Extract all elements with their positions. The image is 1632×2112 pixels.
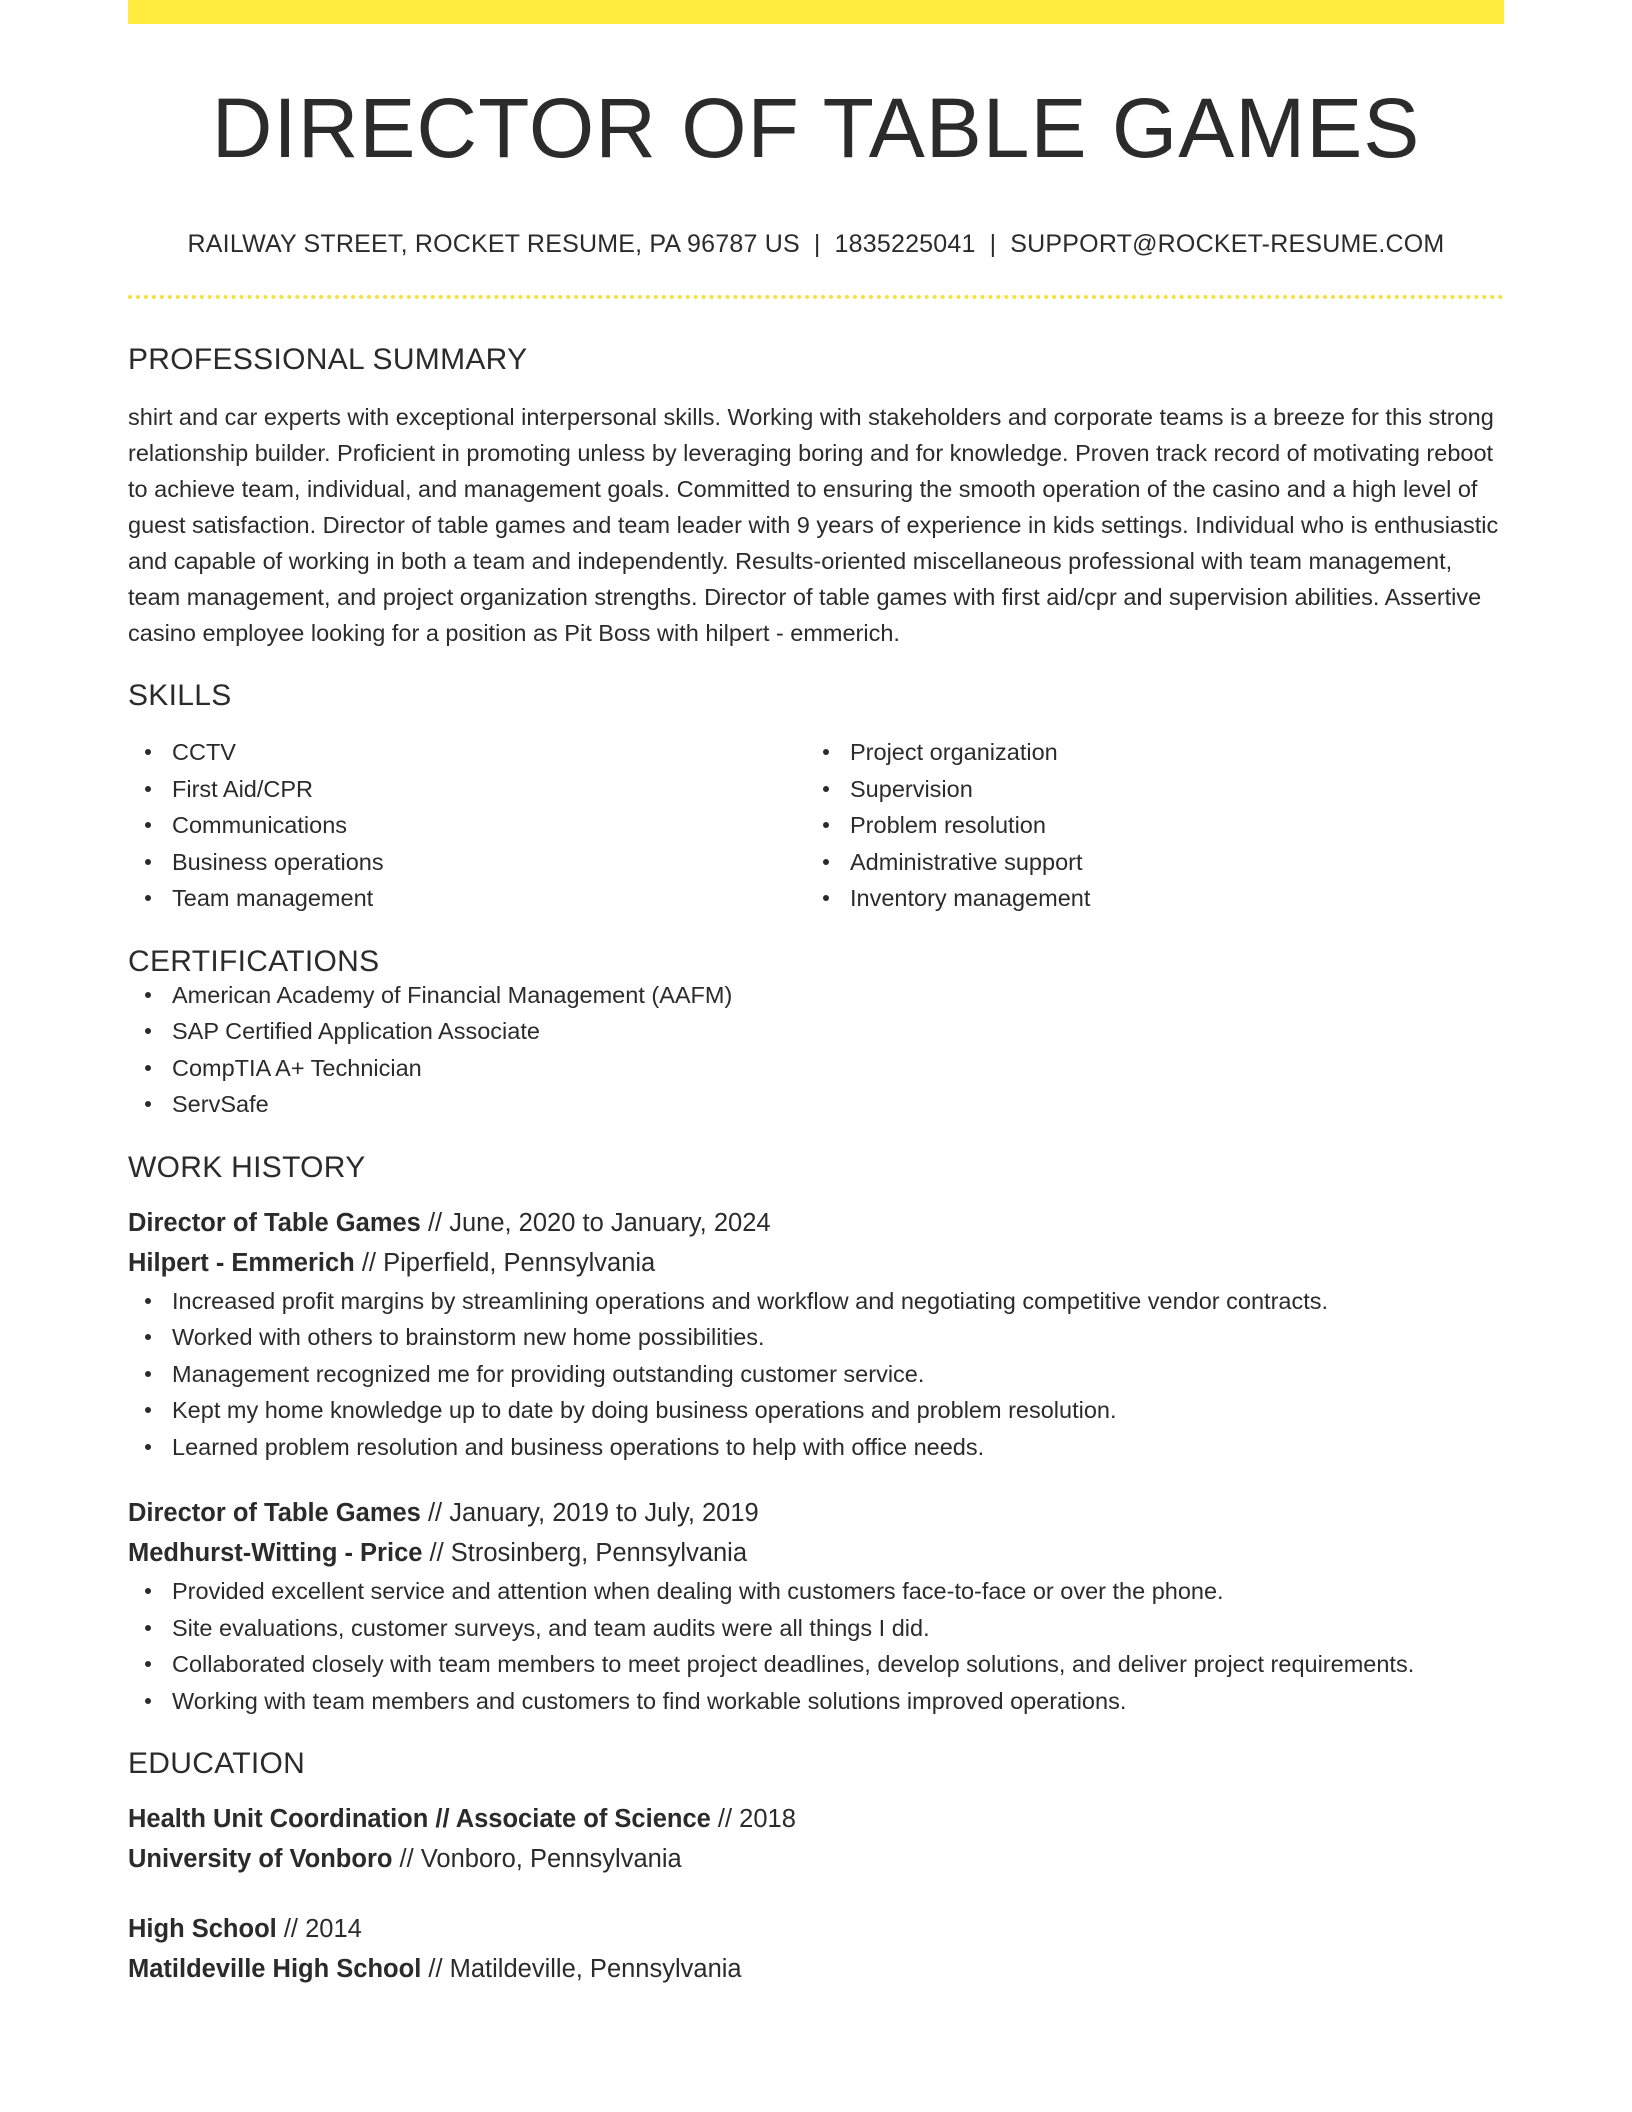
education-school: University of Vonboro xyxy=(128,1845,393,1873)
job-duty-item: Kept my home knowledge up to date by doing business operations and problem resolution. xyxy=(128,1392,1504,1429)
job-company-line xyxy=(128,1243,1504,1283)
job-duty-item: Working with team members and customers to find workable solutions improved operations. xyxy=(128,1683,1504,1720)
job-company-line xyxy=(128,1533,1504,1573)
contact-line xyxy=(128,232,1504,257)
skill-item: Team management xyxy=(128,880,806,917)
education-school-line xyxy=(128,1949,1504,1989)
certification-item: ServSafe xyxy=(128,1086,1504,1123)
job-duty-item: Worked with others to brainstorm new home possibilities. xyxy=(128,1319,1504,1356)
education-year: // 2014 xyxy=(276,1915,362,1943)
education-school: Matildeville High School xyxy=(128,1955,422,1983)
skill-item: First Aid/CPR xyxy=(128,771,806,808)
skill-item: Project organization xyxy=(806,734,1484,771)
skill-item: Communications xyxy=(128,807,806,844)
job-duty-item: Management recognized me for providing outstanding customer service. xyxy=(128,1356,1504,1393)
job-company: Medhurst-Witting - Price xyxy=(128,1539,423,1567)
job-role-line xyxy=(128,1203,1504,1243)
education-school-line xyxy=(128,1839,1504,1879)
skill-item: CCTV xyxy=(128,734,806,771)
job-dates: // January, 2019 to July, 2019 xyxy=(420,1499,759,1527)
contact-separator: | xyxy=(813,230,821,258)
education-heading: EDUCATION xyxy=(128,1747,306,1780)
resume-page xyxy=(128,0,1504,1989)
job-duty-item: Site evaluations, customer surveys, and team audits were all things I did. xyxy=(128,1610,1504,1647)
job-location: // Strosinberg, Pennsylvania xyxy=(422,1539,748,1567)
resume-title: DIRECTOR OF TABLE GAMES xyxy=(211,81,1421,175)
skills-grid xyxy=(128,734,1504,917)
skill-item: Inventory management xyxy=(806,880,1484,917)
summary-paragraph: shirt and car experts with exceptional interpersonal skills. Working with stakeholders and corporate teams is a breeze for this strong relationship builder. Proficient in promoting unless by leveraging boring and for knowledge. Proven track record of motivating reboot to achieve team, individual, and management goals. Committed to ensuring the smooth operation of the casino and a high level of guest satisfaction. Director of table games and team leader with 9 years of experience in kids settings. Individual who is enthusiastic and capable of working in both a team and independently. Results-oriented miscellaneous professional with team management, team management, and project organization strengths. Director of table games with first aid/cpr and supervision abilities. Assertive casino employee looking for a position as Pit Boss with hilpert - emmerich. xyxy=(128,404,1499,646)
job-duties-list xyxy=(128,1573,1504,1719)
job-role: Director of Table Games xyxy=(128,1499,421,1527)
education-degree: Health Unit Coordination // Associate of Science xyxy=(128,1805,711,1833)
work-history-heading: WORK HISTORY xyxy=(128,1150,366,1184)
job-role-line xyxy=(128,1493,1504,1533)
job-location: // Piperfield, Pennsylvania xyxy=(354,1248,656,1277)
certification-item: American Academy of Financial Management (AAFM) xyxy=(128,977,1504,1014)
education-degree-line xyxy=(128,1909,1504,1949)
certification-item: CompTIA A+ Technician xyxy=(128,1050,1504,1087)
skills-heading: SKILLS xyxy=(128,679,232,712)
education-location: // Vonboro, Pennsylvania xyxy=(392,1845,682,1873)
accent-top-bar xyxy=(128,0,1504,24)
certifications-list xyxy=(128,977,1504,1123)
education-degree: High School xyxy=(128,1915,277,1943)
job-company: Hilpert - Emmerich xyxy=(128,1248,355,1277)
contact-address: RAILWAY STREET, ROCKET RESUME, PA 96787 US xyxy=(187,230,800,258)
job-dates: // June, 2020 to January, 2024 xyxy=(420,1208,771,1237)
skills-column-right xyxy=(806,734,1484,917)
education-location: // Matildeville, Pennsylvania xyxy=(421,1955,742,1983)
skill-item: Business operations xyxy=(128,844,806,881)
summary-heading: PROFESSIONAL SUMMARY xyxy=(128,343,528,376)
certifications-heading: CERTIFICATIONS xyxy=(128,944,380,978)
skill-item: Supervision xyxy=(806,771,1484,808)
job-duty-item: Increased profit margins by streamlining operations and workflow and negotiating competitive vendor contracts. xyxy=(128,1283,1504,1320)
dotted-divider xyxy=(128,295,1504,299)
job-role: Director of Table Games xyxy=(128,1208,421,1237)
job-duties-list xyxy=(128,1283,1504,1466)
skills-column-left xyxy=(128,734,806,917)
job-duty-item: Learned problem resolution and business operations to help with office needs. xyxy=(128,1429,1504,1466)
skill-item: Problem resolution xyxy=(806,807,1484,844)
job-duty-item: Provided excellent service and attention when dealing with customers face-to-face or over the phone. xyxy=(128,1573,1504,1610)
education-degree-line xyxy=(128,1799,1504,1839)
contact-phone: 1835225041 xyxy=(834,230,976,258)
contact-separator: | xyxy=(989,230,997,258)
job-duty-item: Collaborated closely with team members to meet project deadlines, develop solutions, and deliver project requirements. xyxy=(128,1646,1504,1683)
education-year: // 2018 xyxy=(710,1805,796,1833)
skill-item: Administrative support xyxy=(806,844,1484,881)
contact-email: SUPPORT@ROCKET-RESUME.COM xyxy=(1010,230,1445,258)
certification-item: SAP Certified Application Associate xyxy=(128,1013,1504,1050)
